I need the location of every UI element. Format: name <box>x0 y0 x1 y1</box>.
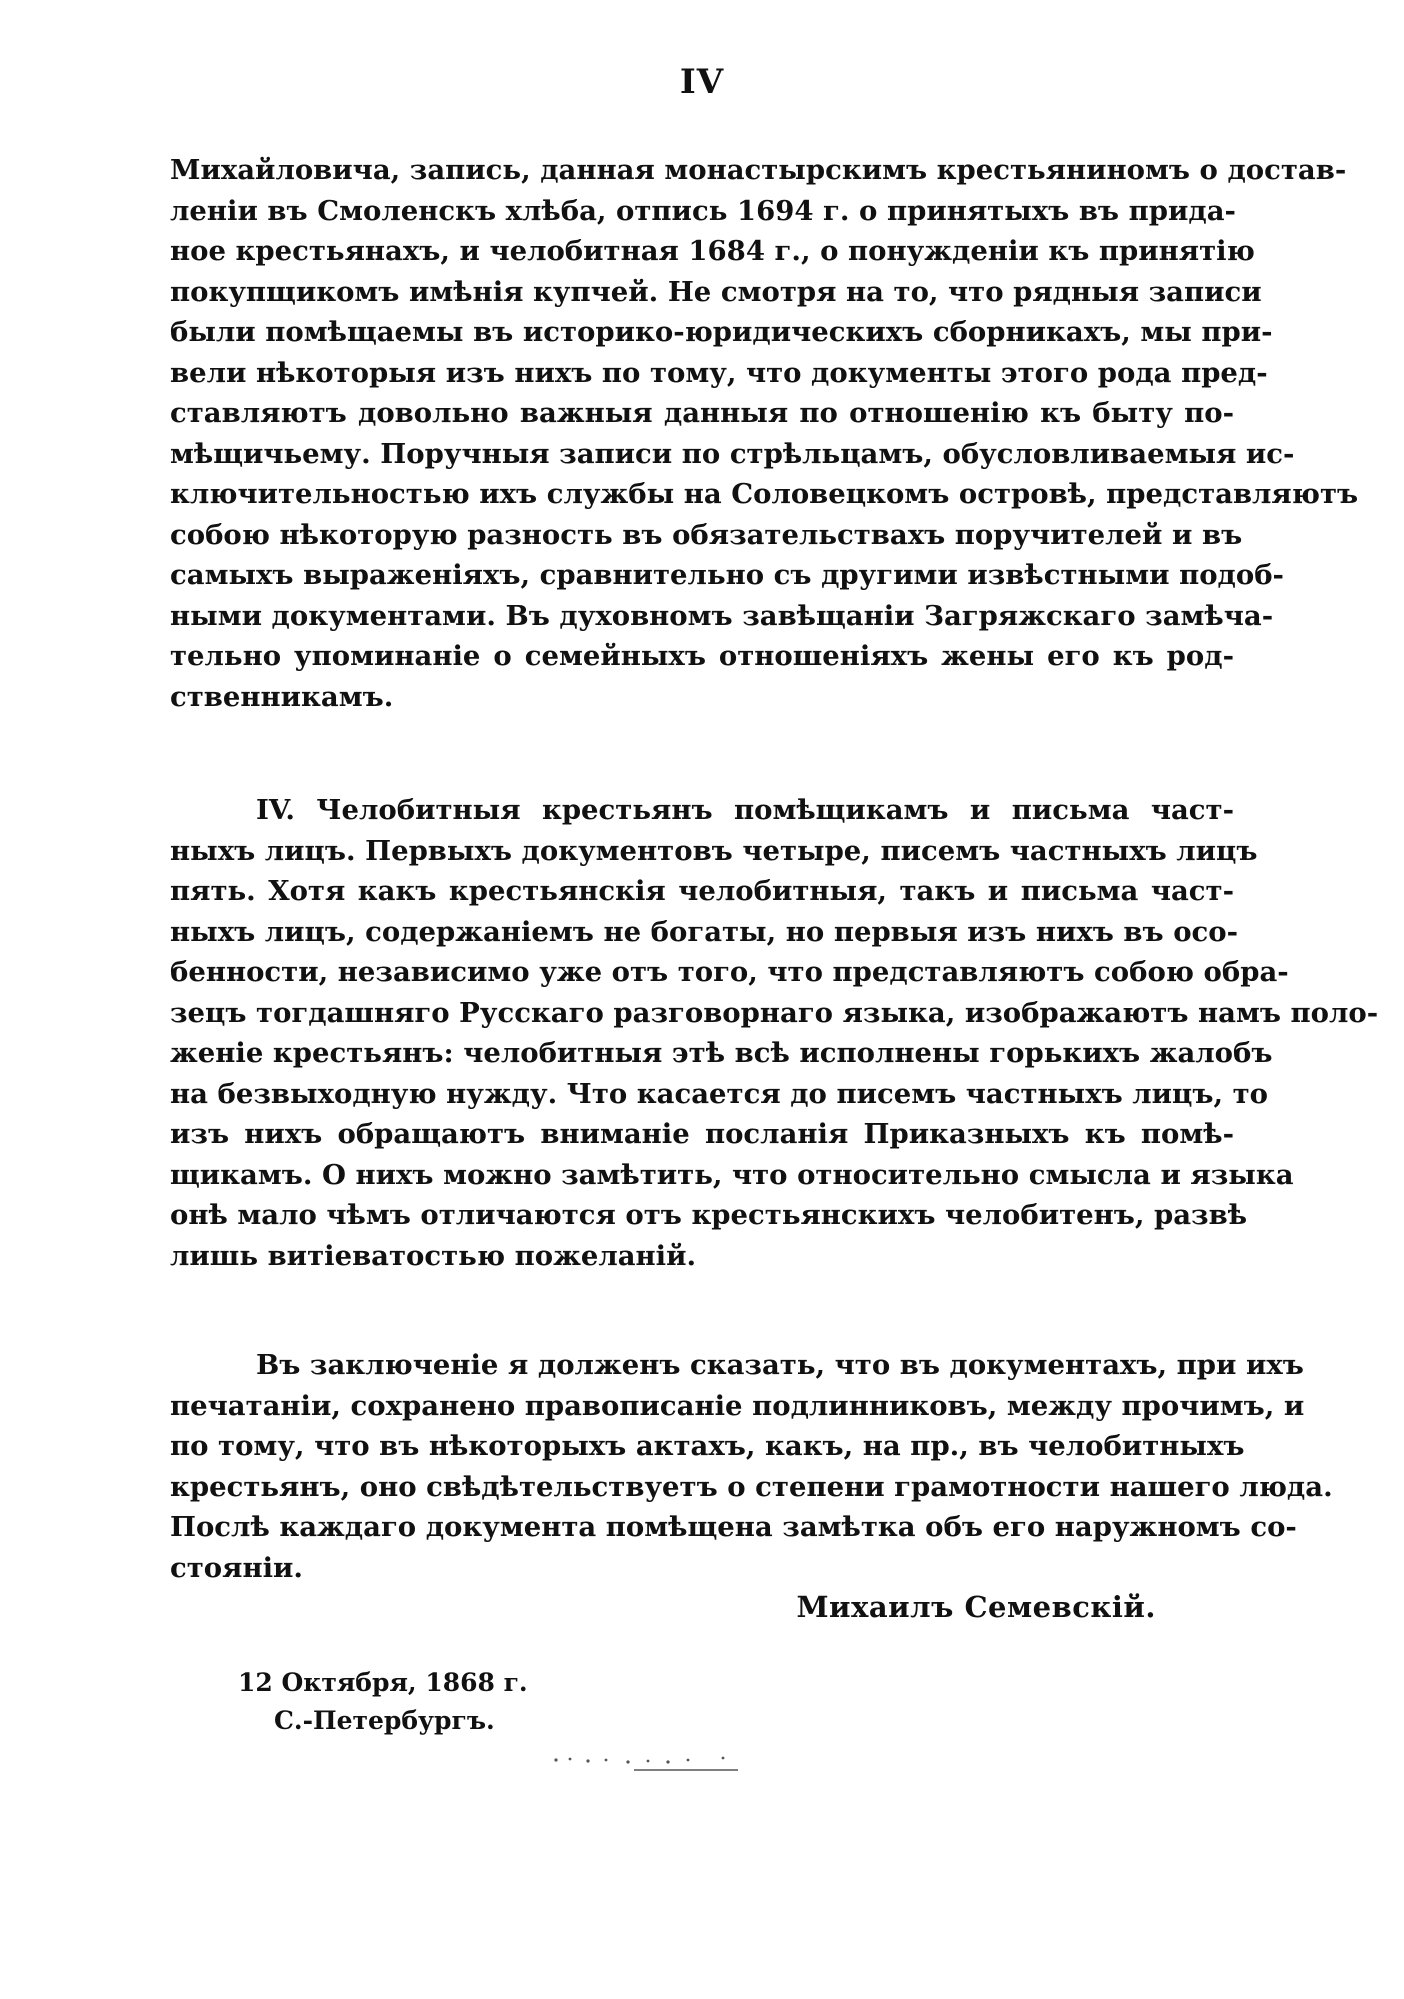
text-line-indented: Въ заключеніе я долженъ сказать, что въ документахъ, при ихъ <box>256 1349 1304 1381</box>
paragraph-conclusion <box>170 1345 1333 1588</box>
text-line: были помѣщаемы въ историко-юридическихъ сборникахъ, мы при- <box>170 316 1273 348</box>
text-line: пять. Хотя какъ крестьянскія челобитныя, такъ и письма част- <box>170 875 1234 907</box>
text-line: собою нѣкоторую разность въ обязательствахъ поручителей и въ <box>170 518 1243 551</box>
text-line: леніи въ Смоленскъ хлѣба, отпись 1694 г. о принятыхъ въ прида- <box>170 194 1236 227</box>
text-line: ными документами. Въ духовномъ завѣщаніи Загряжскаго замѣча- <box>170 599 1274 632</box>
text-line: на безвыходную нужду. Что касается до писемъ частныхъ лицъ, то <box>170 1077 1268 1110</box>
paragraph-section-iv <box>170 790 1379 1276</box>
page-number: IV <box>679 62 725 102</box>
text-line: покупщикомъ имѣнія купчей. Не смотря на то, что рядныя записи <box>170 275 1262 308</box>
place-line: С.-Петербургъ. <box>274 1706 495 1735</box>
text-line: бенности, независимо уже отъ того, что представляютъ собою обра- <box>170 956 1289 988</box>
text-line: крестьянъ, оно свѣдѣтельствуетъ о степени грамотности нашего люда. <box>170 1470 1333 1503</box>
text-line: ныхъ лицъ. Первыхъ документовъ четыре, писемъ частныхъ лицъ <box>170 834 1258 867</box>
text-line: женіе крестьянъ: челобитныя этѣ всѣ исполнены горькихъ жалобъ <box>170 1037 1273 1069</box>
author-signature: Михаилъ Семевскій. <box>796 1590 1156 1624</box>
text-line: лишь витіеватостью пожеланій. <box>170 1239 697 1272</box>
text-line: изъ нихъ обращаютъ вниманіе посланія Приказныхъ къ помѣ- <box>170 1118 1234 1150</box>
text-line: ныхъ лицъ, содержаніемъ не богаты, но первыя изъ нихъ въ осо- <box>170 915 1239 948</box>
date-line: 12 Октября, 1868 г. <box>238 1668 528 1697</box>
text-line-indented: IV. Челобитныя крестьянъ помѣщикамъ и письма част- <box>256 794 1234 826</box>
paragraph-continuation <box>170 150 1359 717</box>
text-line: ключительностью ихъ службы на Соловецкомъ островѣ, представляютъ <box>170 478 1359 510</box>
text-line: Послѣ каждаго документа помѣщена замѣтка объ его наружномъ со- <box>170 1511 1297 1543</box>
text-line: зецъ тогдашняго Русскаго разговорнаго языка, изображаютъ намъ поло- <box>170 996 1379 1029</box>
text-line: тельно упоминаніе о семейныхъ отношеніяхъ жены его къ род- <box>170 640 1234 672</box>
text-line: вели нѣкоторыя изъ нихъ по тому, что документы этого рода пред- <box>170 356 1268 389</box>
text-line: ное крестьянахъ, и челобитная 1684 г., о понужденіи къ принятію <box>170 235 1255 267</box>
text-line: ставляютъ довольно важныя данныя по отношенію къ быту по- <box>170 397 1234 429</box>
text-line: по тому, что въ нѣкоторыхъ актахъ, какъ, на пр., въ челобитныхъ <box>170 1430 1245 1462</box>
text-line: стояніи. <box>170 1551 303 1584</box>
text-line: ственникамъ. <box>170 680 394 713</box>
text-line: печатаніи, сохранено правописаніе подлинниковъ, между прочимъ, и <box>170 1389 1305 1422</box>
text-line: Михайловича, запись, данная монастырскимъ крестьяниномъ о достав- <box>170 154 1347 186</box>
text-line: мѣщичьему. Поручныя записи по стрѣльцамъ, обусловливаемыя ис- <box>170 437 1295 470</box>
text-line: самыхъ выраженіяхъ, сравнительно съ другими извѣстными подоб- <box>170 559 1284 591</box>
ornament-divider <box>548 1750 758 1780</box>
text-line: щикамъ. О нихъ можно замѣтить, что относительно смысла и языка <box>170 1158 1294 1191</box>
text-line: онѣ мало чѣмъ отличаются отъ крестьянскихъ челобитенъ, развѣ <box>170 1199 1248 1231</box>
